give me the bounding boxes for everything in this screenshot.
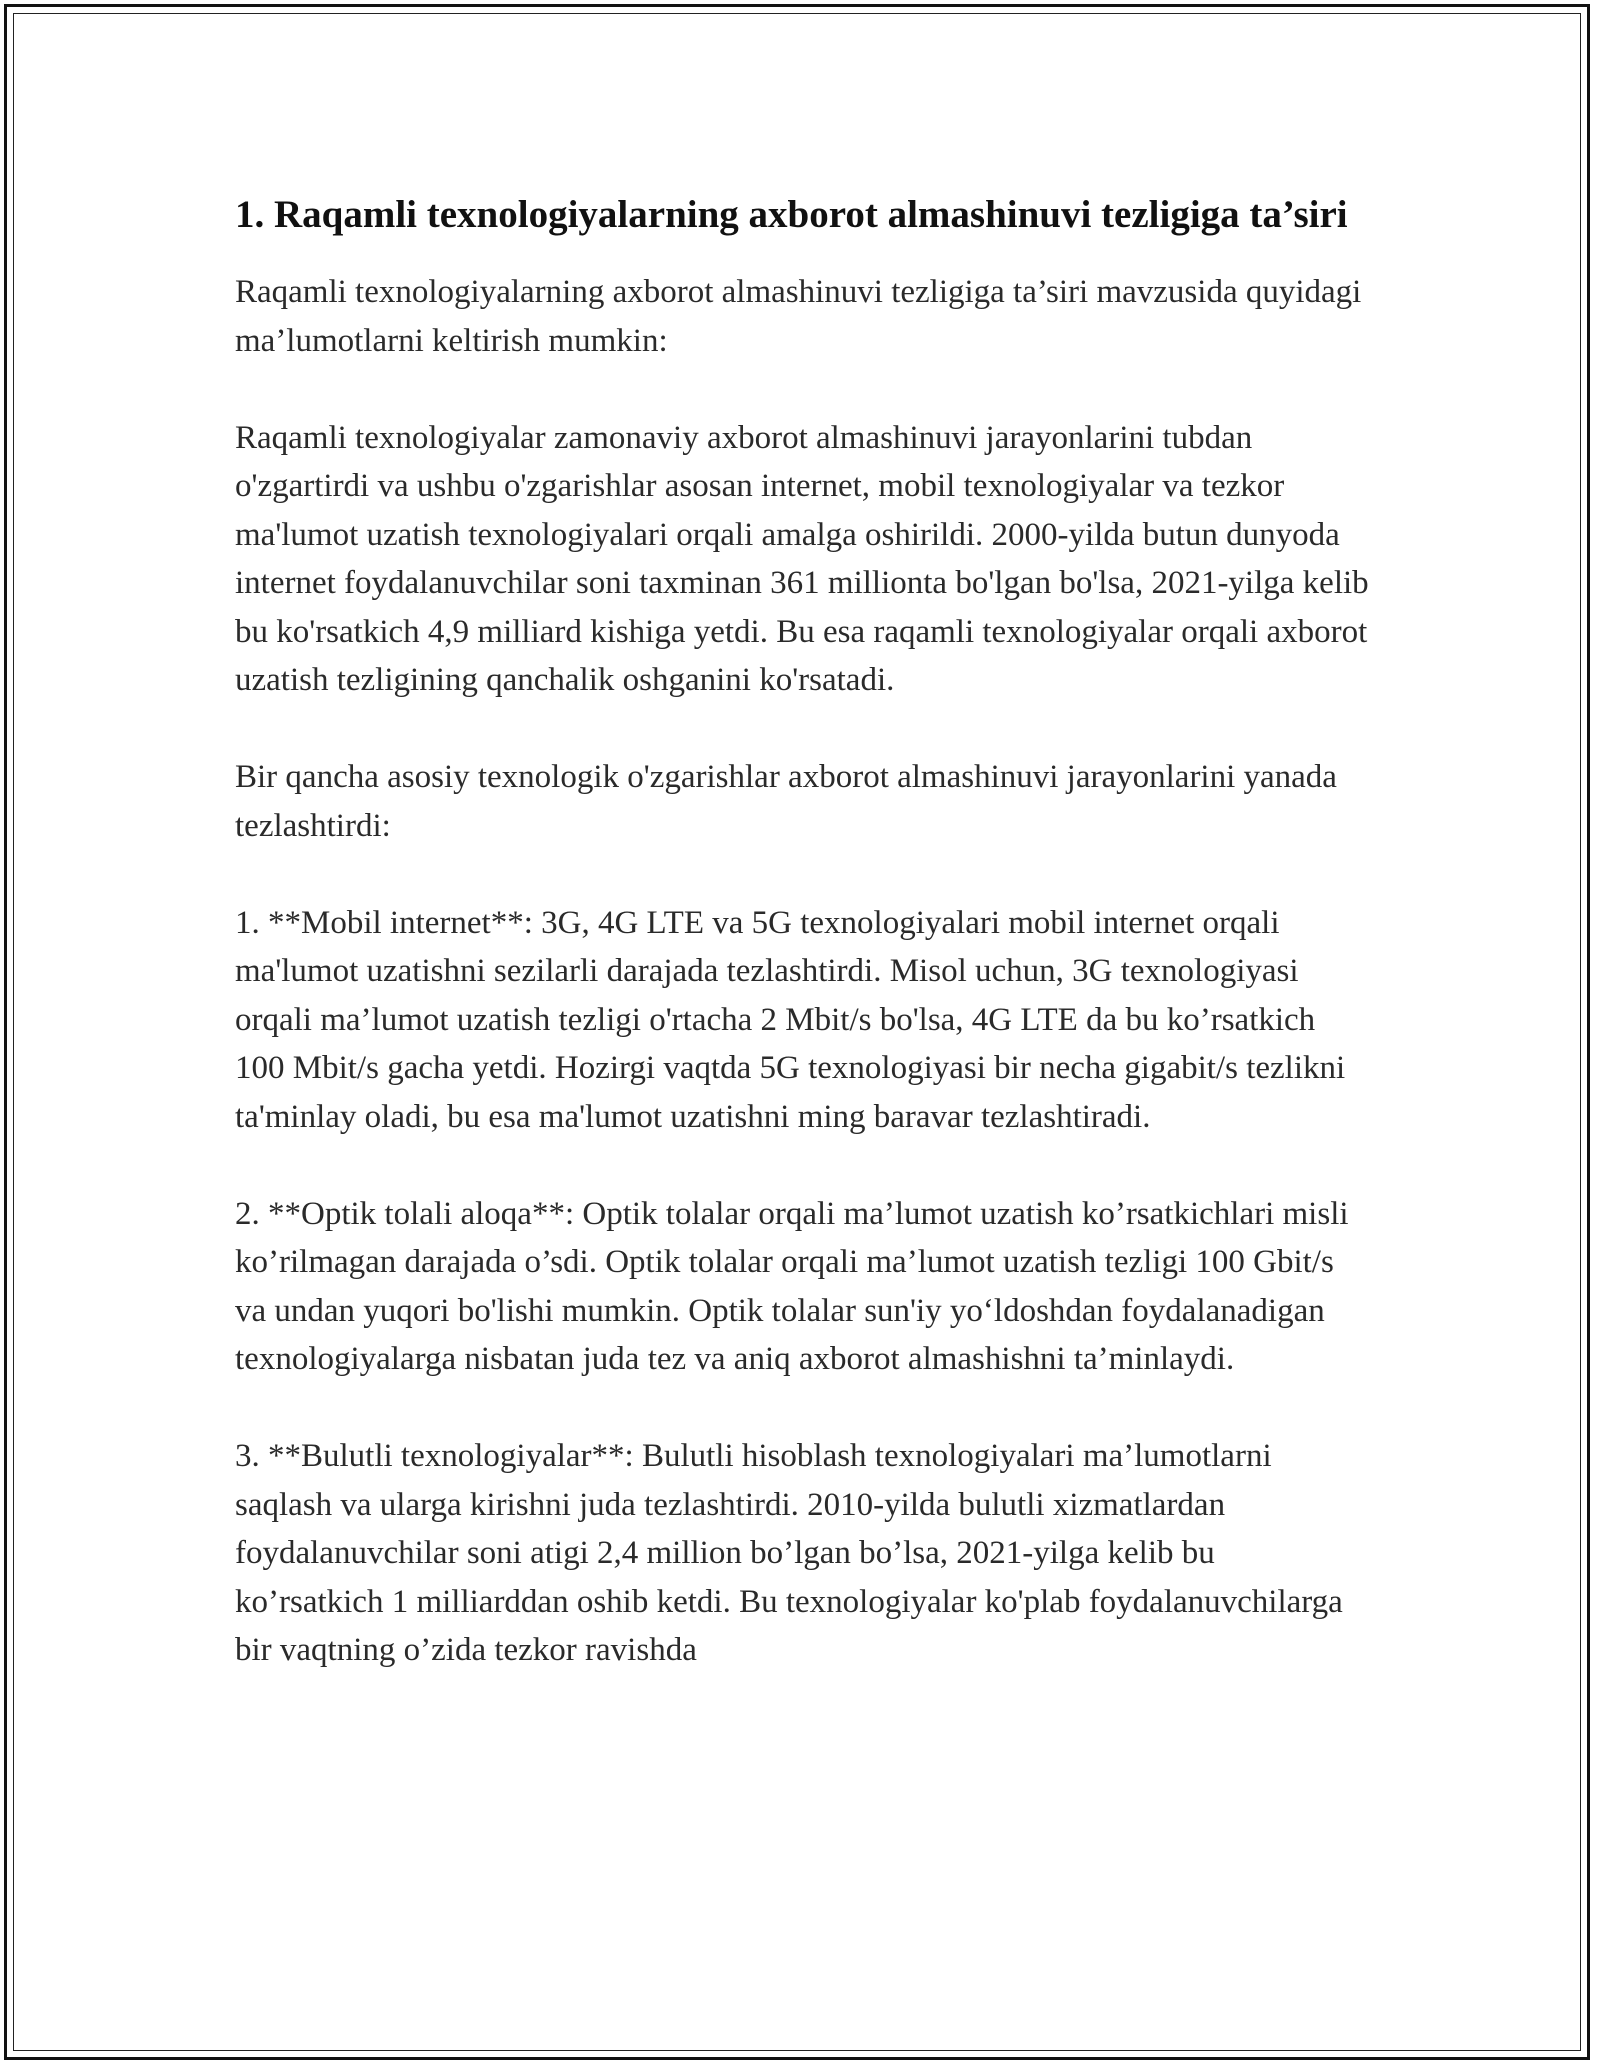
paragraph-intro: Raqamli texnologiyalarning axborot almashinuvi tezligiga ta’siri mavzusida quyidagi ma’lumotlarni keltirish mumkin: [235,274,1362,359]
section-heading: 1. Raqamli texnologiyalarning axborot almashinuvi tezligiga ta’siri [235,193,1348,236]
list-item-mobile-internet: 1. **Mobil internet**: 3G, 4G LTE va 5G texnologiyalari mobil internet orqali ma'lumot uzatishni sezilarli darajada tezlashtirdi. Misol uchun, 3G texnologiyasi orqali ma’lumot uzatish tezligi o'rtacha 2 Mbit/s bo'lsa, 4G LTE da bu ko’rsatkich 100 Mbit/s gacha yetdi. Hozirgi vaqtda 5G texnologiyasi bir necha gigabit/s tezlikni ta'minlay oladi, bu esa ma'lumot uzatishni ming baravar tezlashtiradi. [235,904,1346,1135]
paragraph-list-intro: Bir qancha asosiy texnologik o'zgarishlar axborot almashinuvi jarayonlarini yanada tezlashtirdi: [235,759,1337,844]
list-item-optical-fiber: 2. **Optik tolali aloqa**: Optik tolalar orqali ma’lumot uzatish ko’rsatkichlari misli ko’rilmagan darajada o’sdi. Optik tolalar orqali ma’lumot uzatish tezligi 100 Gbit/s va undan yuqori bo'lishi mumkin. Optik tolalar sun'iy yo‘ldoshdan foydalanadigan texnologiyalarga nisbatan juda tez va aniq axborot almashishni ta’minlaydi. [235,1195,1349,1377]
list-item-cloud-technologies: 3. **Bulutli texnologiyalar**: Bulutli hisoblash texnologiyalari ma’lumotlarni saqlash va ularga kirishni juda tezlashtirdi. 2010-yilda bulutli xizmatlardan foydalanuvchilar soni atigi 2,4 million bo’lgan bo’lsa, 2021-yilga kelib bu ko’rsatkich 1 milliarddan oshib ketdi. Bu texnologiyalar ko'plab foydalanuvchilarga bir vaqtning o’zida tezkor ravishda [235,1438,1343,1668]
document-body [235,188,1370,1675]
paragraph-overview: Raqamli texnologiyalar zamonaviy axborot almashinuvi jarayonlarini tubdan o'zgartirdi va ushbu o'zgarishlar asosan internet, mobil texnologiyalar va tezkor ma'lumot uzatish texnologiyalari orqali amalga oshirildi. 2000-yilda butun dunyoda internet foydalanuvchilar soni taxminan 361 millionta bo'lgan bo'lsa, 2021-yilga kelib bu ko'rsatkich 4,9 milliard kishiga yetdi. Bu esa raqamli texnologiyalar orqali axborot uzatish tezligining qanchalik oshganini ko'rsatadi. [235,419,1369,698]
